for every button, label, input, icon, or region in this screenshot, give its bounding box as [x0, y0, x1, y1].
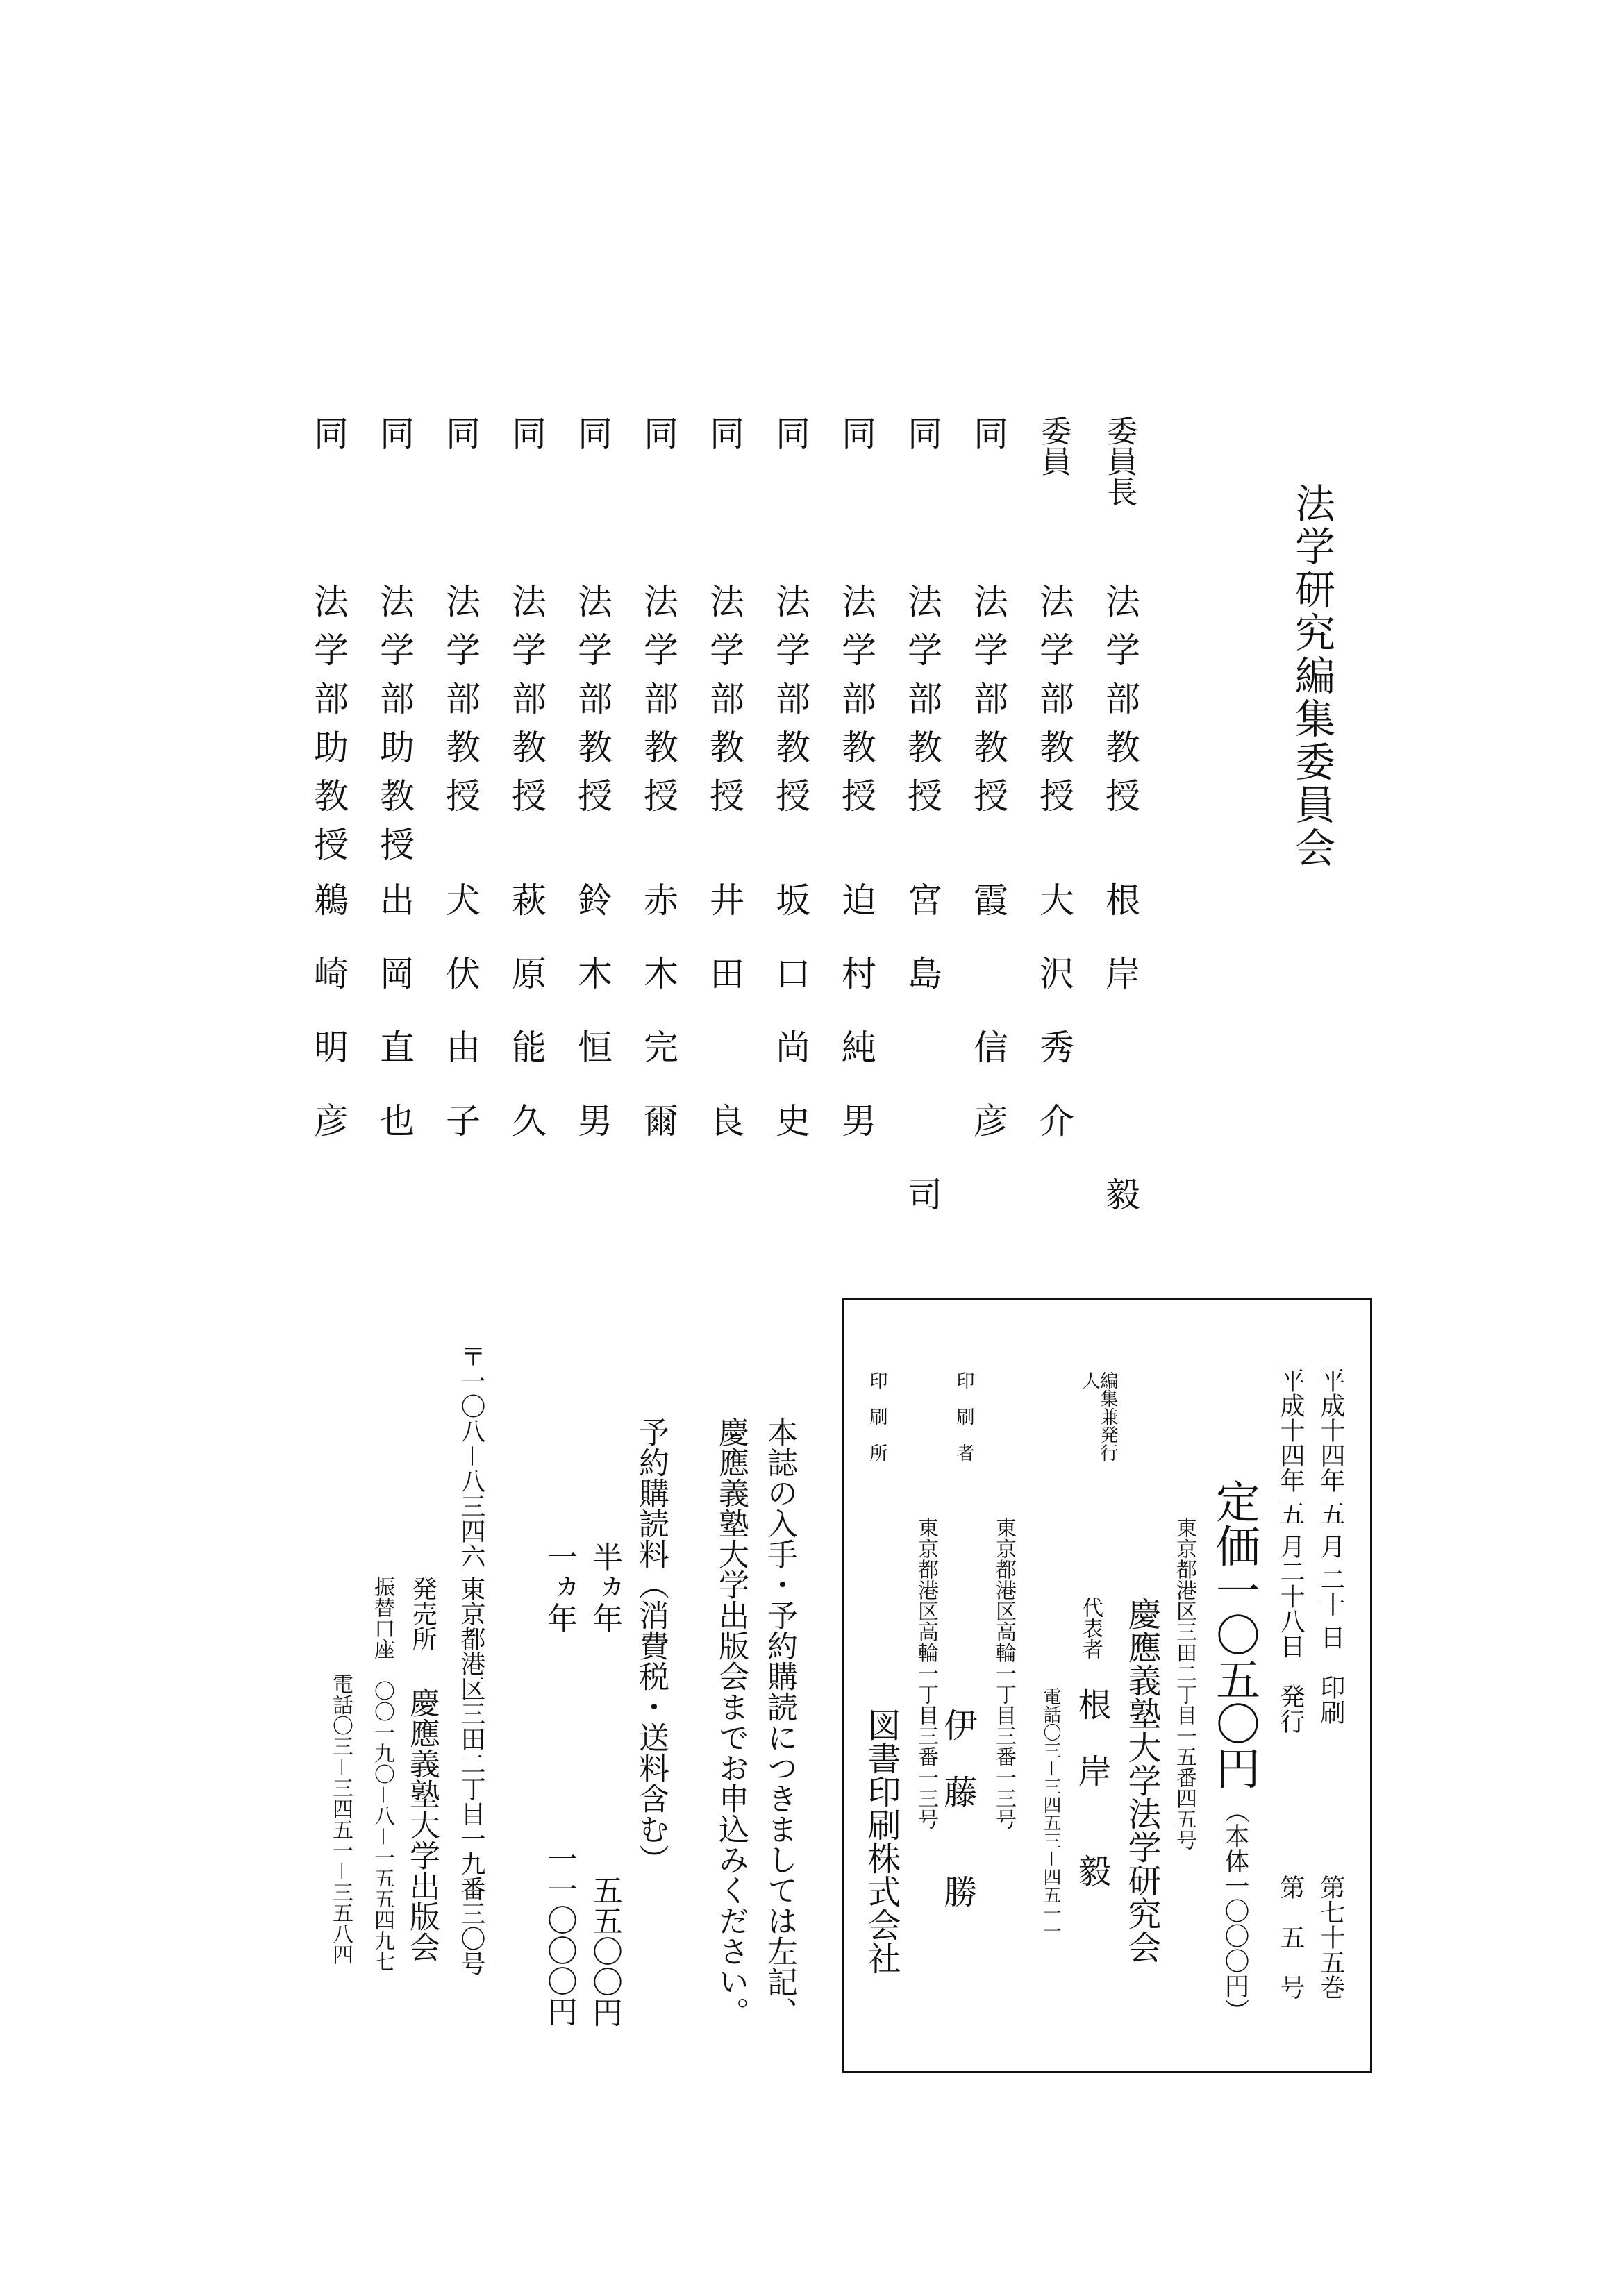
- editor-rep-label: 代表者: [1078, 1597, 1103, 1659]
- publisher-phone: 電話〇三－三四五一－三五八四: [328, 1673, 353, 1965]
- editor-rep-name: 根 岸 毅: [1072, 1687, 1111, 1887]
- member-department: 法学部教授: [506, 583, 547, 826]
- member-name: 迫村純男: [836, 882, 876, 1176]
- member-role: 同: [968, 415, 1008, 450]
- notice-line-1: 本誌の入手・予約購読につきましては左記、: [762, 1416, 797, 2027]
- member-name: 鵜崎明彦: [308, 882, 349, 1176]
- member-name: 根岸 毅: [1100, 882, 1140, 1250]
- price: 定価一〇五〇円: [1208, 1479, 1260, 1790]
- member-department: 法学部教授: [572, 583, 612, 826]
- member-name: 大沢秀介: [1034, 882, 1074, 1176]
- editor-org: 慶應義塾大学法学研究会: [1122, 1597, 1161, 1963]
- member-role: 同: [902, 415, 942, 450]
- publisher-address: 東京都港区三田二丁目一九番三〇号: [457, 1576, 485, 1976]
- member-name: 出岡直也: [374, 882, 415, 1176]
- member-department: 法学部助教授: [374, 583, 415, 875]
- printer-address: 東京都港区高輪一丁目三番一三号: [992, 1517, 1016, 1829]
- member-name: 坂口尚史: [770, 882, 810, 1176]
- printshop-name: 図書印刷株式会社: [862, 1708, 901, 1975]
- publisher-account: 振替口座 〇〇一九〇－八－一五五四九七: [370, 1576, 394, 1972]
- year-price: 一一〇〇〇円: [542, 1843, 577, 2027]
- member-role: 同: [308, 415, 349, 450]
- member-role: 同: [638, 415, 678, 450]
- publisher-label: 発売所: [408, 1576, 437, 1651]
- member-department: 法学部教授: [836, 583, 876, 826]
- issue-number: 第 五 号: [1276, 1875, 1305, 2000]
- member-role: 同: [836, 415, 876, 450]
- member-name: 宮島 司: [902, 882, 942, 1250]
- year-label: 一ヵ年: [542, 1541, 577, 1633]
- member-department: 法学部教授: [1034, 583, 1074, 826]
- editor-address: 東京都港区三田二丁目一五番四五号: [1172, 1517, 1196, 1850]
- member-role: 委員: [1035, 415, 1071, 476]
- volume-number: 第七十五巻: [1317, 1875, 1345, 2000]
- member-department: 法学部教授: [440, 583, 481, 826]
- printshop-label: 印 刷 所: [867, 1371, 887, 1461]
- notice-line-2: 慶應義塾大学出版会までお申込みください。: [713, 1416, 749, 2027]
- member-role: 同: [440, 415, 481, 450]
- member-department: 法学部教授: [704, 583, 744, 826]
- member-role: 同: [770, 415, 810, 450]
- member-department: 法学部教授: [902, 583, 942, 826]
- member-department: 法学部教授: [968, 583, 1008, 826]
- publisher-postal: 〒一〇八－八三四六: [457, 1343, 485, 1568]
- member-role: 同: [506, 415, 547, 450]
- issue-date: 平成十四年 五 月二十八日 発行: [1276, 1368, 1305, 1734]
- half-year-label: 半ヵ年: [587, 1541, 622, 1633]
- editor-phone: 電話〇三－三四五三－四五一一: [1040, 1687, 1061, 1941]
- print-date: 平成十四年 五 月 二十 日 印刷: [1317, 1368, 1345, 1725]
- member-role: 委員長: [1101, 415, 1137, 507]
- member-role: 同: [374, 415, 415, 450]
- member-name: 霞 信彦: [968, 882, 1008, 1176]
- member-name: 井田 良: [704, 882, 744, 1176]
- member-department: 法学部教授: [770, 583, 810, 826]
- member-name: 鈴木恒男: [572, 882, 612, 1176]
- member-department: 法学部教授: [1100, 583, 1140, 826]
- printer-label: 印 刷 者: [953, 1371, 974, 1461]
- member-name: 犬伏由子: [440, 882, 481, 1176]
- half-year-price: 五五〇〇円: [587, 1875, 622, 2027]
- price-note: （本体一〇〇〇円）: [1221, 1798, 1249, 2023]
- member-role: 同: [572, 415, 612, 450]
- member-name: 萩原能久: [506, 882, 547, 1176]
- committee-title: 法学研究編集委員会: [1288, 483, 1335, 870]
- subscription-fee-label: 予約購読料（消費税・送料含む）: [633, 1416, 669, 1875]
- editor-label: 編集兼発行人: [1079, 1371, 1118, 1461]
- member-department: 法学部教授: [638, 583, 678, 826]
- printshop-address: 東京都港区高輪一丁目三番一三号: [914, 1517, 938, 1829]
- member-role: 同: [704, 415, 744, 450]
- member-department: 法学部助教授: [308, 583, 349, 875]
- publisher-name: 慶應義塾大学出版会: [404, 1687, 440, 1962]
- printer-name: 伊 藤 勝: [938, 1708, 977, 1908]
- member-name: 赤木完爾: [638, 882, 678, 1176]
